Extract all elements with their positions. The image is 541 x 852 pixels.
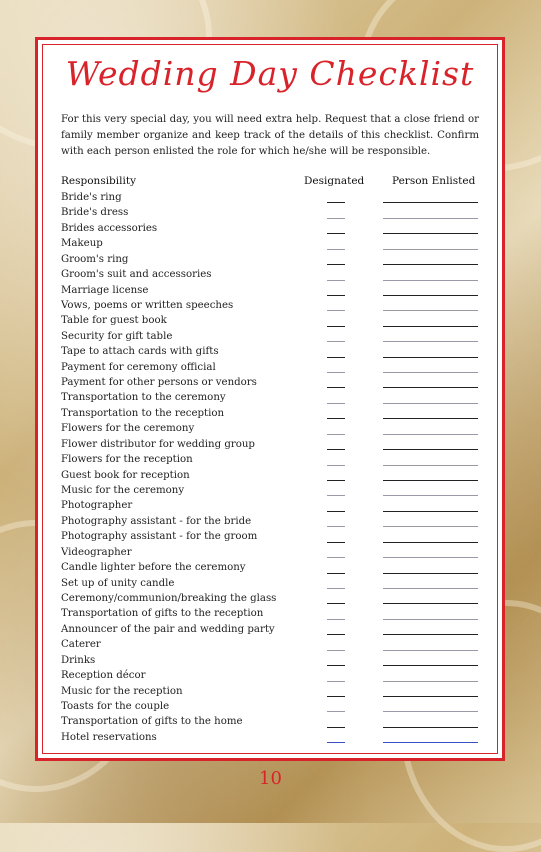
responsibility-label: Brides accessories [61,222,158,234]
responsibility-label: Candle lighter before the ceremony [61,562,246,574]
designated-blank-line[interactable] [327,357,345,358]
person-enlisted-blank-line[interactable] [383,742,478,743]
designated-blank-line[interactable] [327,526,345,527]
designated-blank-line[interactable] [327,403,345,404]
checklist-row [38,606,502,621]
designated-blank-line[interactable] [327,465,345,466]
checklist-row [38,591,502,606]
responsibility-label: Marriage license [61,284,149,296]
responsibility-label: Transportation to the reception [61,407,225,419]
designated-blank-line[interactable] [327,387,345,388]
checklist-row [38,205,502,220]
person-enlisted-blank-line[interactable] [383,603,478,604]
responsibility-label: Drinks [61,654,96,666]
responsibility-label: Photographer [61,500,133,512]
person-enlisted-blank-line[interactable] [383,295,478,296]
checklist-card [35,37,505,761]
designated-blank-line[interactable] [327,573,345,574]
intro-paragraph: For this very special day, you will need extra help. Request that a close friend or family member organize and keep track of the details of this checklist. Confirm with each person enlisted the role for which he/she will be responsible. [61,114,479,157]
page-number: 10 [259,768,282,789]
designated-blank-line[interactable] [327,310,345,311]
person-enlisted-blank-line[interactable] [383,326,478,327]
checklist-row [38,514,502,529]
responsibility-label: Vows, poems or written speeches [61,299,234,311]
responsibility-label: Reception décor [61,670,146,682]
person-enlisted-blank-line[interactable] [383,711,478,712]
person-enlisted-blank-line[interactable] [383,511,478,512]
checklist-row [38,699,502,714]
responsibility-label: Payment for other persons or vendors [61,377,257,389]
designated-blank-line[interactable] [327,495,345,496]
responsibility-label: Flowers for the ceremony [61,423,195,435]
designated-blank-line[interactable] [327,249,345,250]
person-enlisted-blank-line[interactable] [383,634,478,635]
checklist-row [38,684,502,699]
checklist-row [38,560,502,575]
checklist-row [38,236,502,251]
designated-blank-line[interactable] [327,603,345,604]
checklist-row [38,576,502,591]
designated-blank-line[interactable] [327,511,345,512]
responsibility-label: Music for the ceremony [61,485,185,497]
designated-blank-line[interactable] [327,634,345,635]
person-enlisted-blank-line[interactable] [383,357,478,358]
person-enlisted-blank-line[interactable] [383,588,478,589]
designated-blank-line[interactable] [327,218,345,219]
responsibility-label: Photography assistant - for the groom [61,531,258,543]
checklist-rows [38,190,502,745]
checklist-row [38,313,502,328]
checklist-row [38,498,502,513]
person-enlisted-blank-line[interactable] [383,495,478,496]
designated-blank-line[interactable] [327,434,345,435]
designated-blank-line[interactable] [327,449,345,450]
designated-blank-line[interactable] [327,480,345,481]
checklist-row [38,267,502,282]
column-header-designated: Designated [304,175,365,187]
designated-blank-line[interactable] [327,619,345,620]
responsibility-label: Makeup [61,238,103,250]
responsibility-label: Videographer [61,546,132,558]
page-title: Wedding Day Checklist [65,54,475,93]
responsibility-label: Groom's ring [61,253,129,265]
checklist-row [38,545,502,560]
checklist-row [38,190,502,205]
responsibility-label: Flowers for the reception [61,454,193,466]
person-enlisted-blank-line[interactable] [383,372,478,373]
checklist-row [38,668,502,683]
checklist-row [38,375,502,390]
designated-blank-line[interactable] [327,341,345,342]
person-enlisted-blank-line[interactable] [383,619,478,620]
responsibility-label: Payment for ceremony official [61,361,216,373]
person-enlisted-blank-line[interactable] [383,387,478,388]
responsibility-label: Photography assistant - for the bride [61,515,252,527]
checklist-row [38,529,502,544]
person-enlisted-blank-line[interactable] [383,465,478,466]
person-enlisted-blank-line[interactable] [383,233,478,234]
checklist-row [38,344,502,359]
checklist-row [38,406,502,421]
checklist-row [38,637,502,652]
checklist-row [38,483,502,498]
checklist-row [38,360,502,375]
responsibility-label: Groom's suit and accessories [61,269,212,281]
person-enlisted-blank-line[interactable] [383,264,478,265]
checklist-row [38,421,502,436]
checklist-row [38,283,502,298]
designated-blank-line[interactable] [327,588,345,589]
checklist-row [38,437,502,452]
designated-blank-line[interactable] [327,418,345,419]
responsibility-label: Bride's ring [61,192,122,203]
person-enlisted-blank-line[interactable] [383,341,478,342]
checklist-row [38,714,502,729]
designated-blank-line[interactable] [327,711,345,712]
designated-blank-line[interactable] [327,665,345,666]
person-enlisted-blank-line[interactable] [383,434,478,435]
person-enlisted-blank-line[interactable] [383,557,478,558]
person-enlisted-blank-line[interactable] [383,480,478,481]
responsibility-label: Tape to attach cards with gifts [61,346,219,358]
person-enlisted-blank-line[interactable] [383,202,478,203]
person-enlisted-blank-line[interactable] [383,218,478,219]
person-enlisted-blank-line[interactable] [383,310,478,311]
checklist-row [38,653,502,668]
designated-blank-line[interactable] [327,742,345,743]
column-header-person-enlisted: Person Enlisted [392,175,476,187]
person-enlisted-blank-line[interactable] [383,542,478,543]
person-enlisted-blank-line[interactable] [383,665,478,666]
checklist-row [38,329,502,344]
designated-blank-line[interactable] [327,681,345,682]
responsibility-label: Transportation of gifts to the reception [61,608,264,620]
designated-blank-line[interactable] [327,372,345,373]
person-enlisted-blank-line[interactable] [383,418,478,419]
responsibility-label: Toasts for the couple [61,700,170,712]
responsibility-label: Bride's dress [61,207,129,219]
designated-blank-line[interactable] [327,696,345,697]
responsibility-label: Flower distributor for wedding group [61,438,255,450]
designated-blank-line[interactable] [327,202,345,203]
designated-blank-line[interactable] [327,326,345,327]
designated-blank-line[interactable] [327,264,345,265]
responsibility-label: Transportation to the ceremony [61,392,226,404]
designated-blank-line[interactable] [327,295,345,296]
responsibility-label: Guest book for reception [61,469,190,481]
checklist-row [38,252,502,267]
checklist-row [38,468,502,483]
responsibility-label: Security for gift table [61,330,173,342]
checklist-row [38,730,502,745]
person-enlisted-blank-line[interactable] [383,449,478,450]
checklist-row [38,390,502,405]
responsibility-label: Hotel reservations [61,731,157,743]
responsibility-label: Caterer [61,639,101,651]
responsibility-label: Announcer of the pair and wedding party [61,623,275,635]
designated-blank-line[interactable] [327,557,345,558]
person-enlisted-blank-line[interactable] [383,696,478,697]
checklist-row [38,622,502,637]
checklist-row [38,452,502,467]
checklist-row [38,221,502,236]
responsibility-label: Transportation of gifts to the home [61,716,243,728]
person-enlisted-blank-line[interactable] [383,573,478,574]
person-enlisted-blank-line[interactable] [383,727,478,728]
responsibility-label: Ceremony/communion/breaking the glass [61,592,277,604]
designated-blank-line[interactable] [327,233,345,234]
designated-blank-line[interactable] [327,542,345,543]
column-header-responsibility: Responsibility [61,175,137,187]
person-enlisted-blank-line[interactable] [383,681,478,682]
person-enlisted-blank-line[interactable] [383,249,478,250]
designated-blank-line[interactable] [327,280,345,281]
person-enlisted-blank-line[interactable] [383,403,478,404]
responsibility-label: Table for guest book [61,315,167,327]
person-enlisted-blank-line[interactable] [383,650,478,651]
checklist-row [38,298,502,313]
person-enlisted-blank-line[interactable] [383,280,478,281]
designated-blank-line[interactable] [327,650,345,651]
designated-blank-line[interactable] [327,727,345,728]
person-enlisted-blank-line[interactable] [383,526,478,527]
responsibility-label: Set up of unity candle [61,577,175,589]
responsibility-label: Music for the reception [61,685,183,697]
